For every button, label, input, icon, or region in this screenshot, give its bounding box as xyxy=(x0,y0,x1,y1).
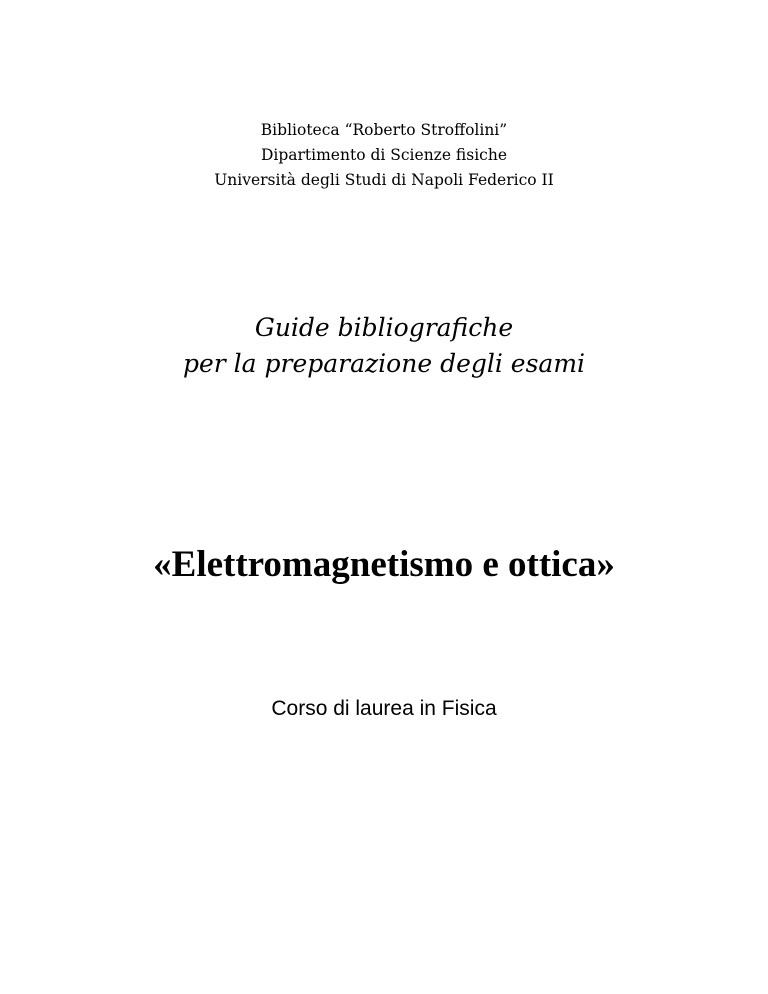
department-name: Dipartimento di Scienze fisiche xyxy=(260,146,508,164)
guide-subtitle xyxy=(0,310,768,382)
university-name: Università degli Studi di Napoli Federico II xyxy=(214,171,554,189)
guide-subtitle-line-2: per la preparazione degli esami xyxy=(182,349,586,378)
library-name: Biblioteca “Roberto Stroffolini” xyxy=(260,121,508,139)
degree-program: Corso di laurea in Fisica xyxy=(271,697,497,720)
institution-header xyxy=(0,118,768,193)
guide-subtitle-line-1: Guide bibliografiche xyxy=(254,313,514,342)
course-title: «Elettromagnetismo e ottica» xyxy=(153,544,615,585)
